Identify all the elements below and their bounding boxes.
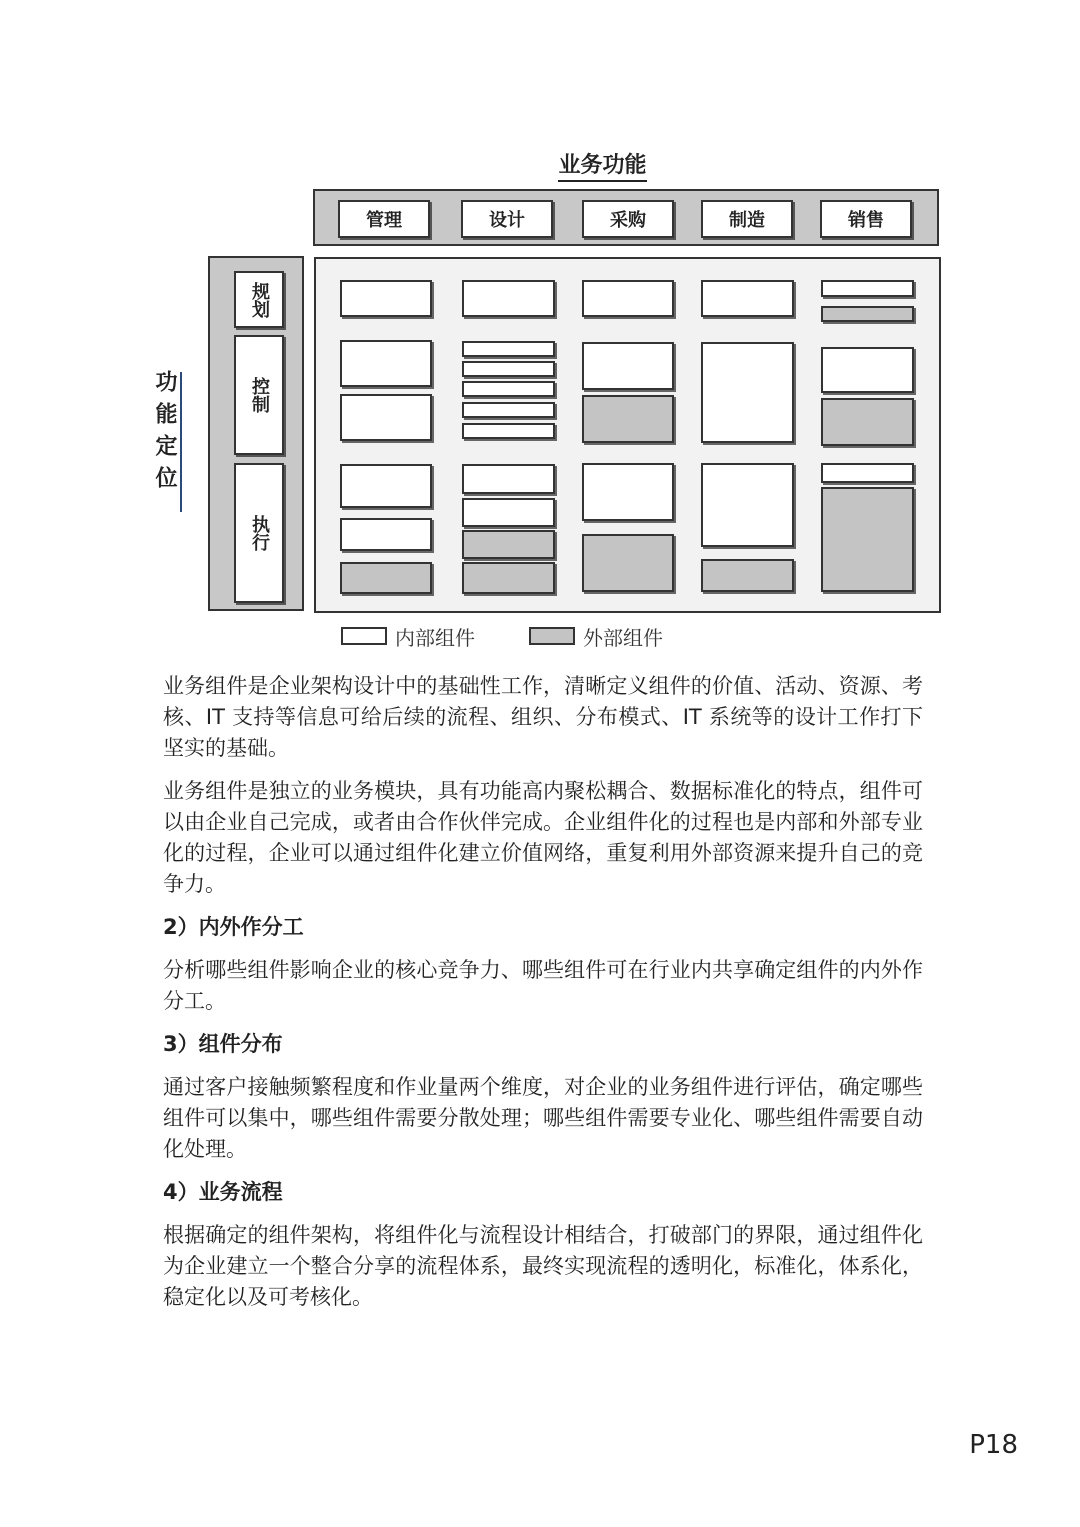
component-internal: [462, 361, 555, 377]
component-external: [701, 559, 794, 592]
function-levels-band: [208, 256, 304, 611]
component-internal: [340, 340, 432, 387]
paragraph: 业务组件是企业架构设计中的基础性工作，清晰定义组件的价值、活动、资源、考核、IT 支持等信息可给后续的流程、组织、分布模式、IT 系统等的设计工作打下坚实的基础。: [163, 674, 923, 760]
function-sales: 销售: [820, 200, 912, 238]
legend-internal: [341, 624, 475, 648]
component-internal: [462, 464, 555, 494]
component-external: [582, 395, 674, 443]
component-matrix: [314, 257, 941, 613]
page-number: P18: [969, 1430, 1018, 1460]
paragraph: 分析哪些组件影响企业的核心竞争力、哪些组件可在行业内共享确定组件的内外作分工。: [163, 958, 923, 1013]
axis-label-rule: [180, 372, 182, 512]
component-external: [821, 487, 914, 592]
section-heading: 3）组件分布: [163, 1032, 283, 1056]
component-internal: [701, 463, 794, 547]
component-external: [821, 306, 914, 322]
level-execution: 执行: [234, 463, 284, 603]
diagram-title-text: 业务功能: [558, 153, 646, 182]
component-internal: [340, 464, 432, 508]
legend-external: [529, 624, 663, 648]
business-functions-band: [313, 189, 939, 246]
function-manufacturing: 制造: [701, 200, 793, 238]
section-heading: 4）业务流程: [163, 1180, 283, 1204]
axis-label-function-positioning: 功能定位: [152, 370, 177, 498]
component-internal: [462, 341, 555, 357]
component-internal: [701, 342, 794, 443]
function-design: 设计: [461, 200, 553, 238]
diagram-title: [0, 148, 1080, 179]
paragraph: 通过客户接触频繁程度和作业量两个维度，对企业的业务组件进行评估，确定哪些组件可以集中，哪些组件需要分散处理；哪些组件需要专业化、哪些组件需要自动化处理。: [163, 1075, 923, 1161]
component-external: [462, 562, 555, 594]
function-management: 管理: [338, 200, 430, 238]
component-internal: [340, 280, 432, 317]
function-procurement: 采购: [582, 200, 674, 238]
legend-label-internal: 内部组件: [395, 625, 475, 650]
component-internal: [821, 463, 914, 483]
component-external: [582, 534, 674, 592]
component-external: [462, 530, 555, 559]
component-internal: [462, 402, 555, 418]
level-planning: 规划: [234, 271, 284, 328]
component-internal: [582, 342, 674, 390]
legend-label-external: 外部组件: [583, 625, 663, 650]
component-internal: [462, 280, 555, 317]
level-control: 控制: [234, 335, 284, 455]
component-internal: [821, 280, 914, 297]
section-heading: 2）内外作分工: [163, 915, 304, 939]
legend-swatch-internal: [341, 627, 387, 645]
component-internal: [462, 381, 555, 397]
paragraph: 业务组件是独立的业务模块，具有功能高内聚松耦合、数据标准化的特点，组件可以由企业自己完成，或者由合作伙伴完成。企业组件化的过程也是内部和外部专业化的过程，企业可以通过组件化建立价值网络，重复利用外部资源来提升自己的竞争力。: [163, 779, 923, 896]
body-text: [163, 671, 923, 1325]
component-internal: [582, 463, 674, 521]
component-internal: [701, 280, 794, 317]
component-internal: [582, 280, 674, 317]
component-internal: [462, 498, 555, 527]
component-internal: [462, 423, 555, 439]
component-external: [821, 398, 914, 446]
paragraph: 根据确定的组件架构，将组件化与流程设计相结合，打破部门的界限，通过组件化为企业建立一个整合分享的流程体系，最终实现流程的透明化，标准化，体系化，稳定化以及可考核化。: [163, 1223, 923, 1309]
component-internal: [340, 518, 432, 551]
component-external: [340, 562, 432, 594]
component-internal: [821, 347, 914, 393]
legend-swatch-external: [529, 627, 575, 645]
component-internal: [340, 394, 432, 441]
